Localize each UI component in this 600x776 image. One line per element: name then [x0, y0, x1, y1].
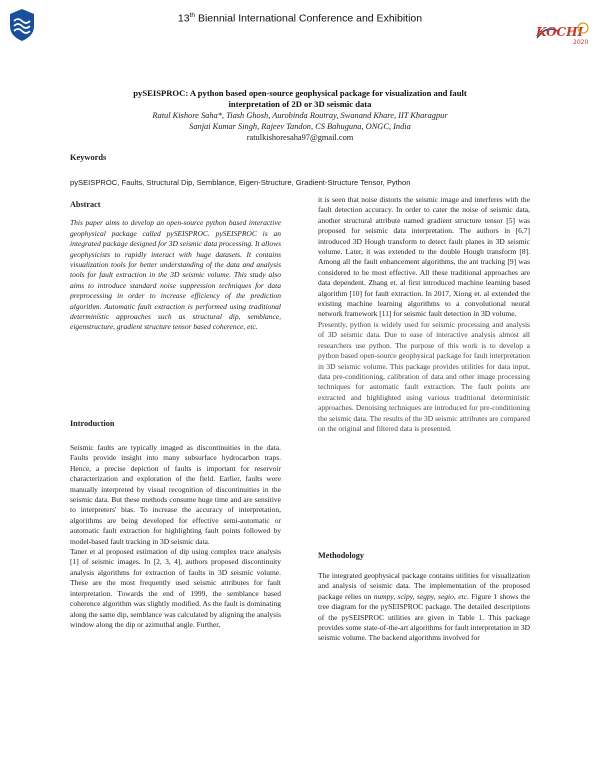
abstract-heading: Abstract: [70, 200, 101, 209]
logo-right-text: KOCHI: [536, 25, 584, 39]
authors-line-2: Sanjai Kumar Singh, Rajeev Tandon, CS Bahuguna, ONGC, India: [189, 122, 411, 131]
introduction-section: [70, 419, 281, 429]
logo-right-year: 2020: [573, 39, 589, 46]
abstract-text: This paper aims to develop an open-source python based interactive geophysical package called pySEISPROC. pySEISPROC is an integrated package designed for 3D seismic data processing. It allows geophysicists to rapidly interact with huge datasets. It contains visualization tools for better understanding of the data and analysis tools for fault extraction in the 3D seismic volume. This study also aims to introduce standard noise suppression techniques for data preprocessing in order to increase efficiency of the prediction algorithm. Automatic fault extraction is performed using traditional deterministic approaches such as structural dip, semblance, eigenstructure, gradient structure tensor based coherence, etc.: [70, 218, 281, 332]
paper-title: [80, 88, 520, 109]
methodology-section: [318, 551, 530, 561]
keywords-text: pySEISPROC, Faults, Structural Dip, Semblance, Eigen-Structure, Gradient-Structure Tensor, Python: [70, 178, 411, 187]
title-line-1: pySEISPROC: A python based open-source geophysical package for visualization and fault: [133, 88, 467, 98]
methodology-text-start: The integrated geophysical package contains utilities for visualization and analysis of seismic data. The implementation of the proposed package relies on: [318, 571, 530, 601]
right-column: [318, 195, 530, 434]
introduction-body: [70, 443, 281, 630]
methodology-text-end: . Figure 1 shows the tree diagram for the pySEISPROC package. The detailed descriptions of the pySEISPROC utilities are given in Table 1. This package provides some state-of-the-art algorithms for fault interpretation in 3D seismic volume. The backend algorithms involved for: [318, 591, 530, 643]
keywords-heading: Keywords: [70, 153, 107, 162]
author-block: [60, 110, 540, 143]
methodology-body: [318, 571, 530, 644]
introduction-paragraph-2: Taner et al proposed estimation of dip using complex trace analysis [1] of seismic images. In [2, 3, 4], authors proposed discontinuity analysis algorithms for extraction of faults in 3D seismic volume. These are the most frequently used seismic attributes for fault interpretation. Towards the end of 1999, the semblance based coherence algorithm was slightly modified. As the fault is dominating along the same dip, semblance was calculated by aligning the analysis window along the dip or azimuthal angle. Further,: [70, 547, 281, 629]
authors-line-1: Ratul Kishore Saha*, Tiash Ghosh, Aurobinda Routray, Swanand Khare, IIT Kharagpur: [152, 111, 448, 120]
conference-ordinal: 13: [177, 12, 190, 25]
methodology-libraries: numpy, scipy, segpy, segio, etc: [373, 591, 467, 601]
introduction-paragraph-1: Seismic faults are typically imaged as discontinuities in the data. Faults provide insight into many subsurface hydrocarbon traps. Hence, a precise depiction of faults is important for reservoir characterization and exploration of the field. Earlier, faults were manually interpreted by visual recognition of discontinuities in the seismic data. But these methods consume huge time and are sensitive to interpreters' bias. To increase the accuracy of interpretation, algorithms are being developed for effective semi-automatic or automatic fault extraction for highlighting fault points followed by model-based fault tracking in 3D seismic data.: [70, 443, 281, 546]
introduction-heading: Introduction: [70, 419, 115, 428]
conference-name: Biennial International Conference and Exhibition: [197, 12, 423, 25]
conference-ordinal-suffix: th: [189, 12, 196, 19]
right-paragraph-1: it is seen that noise distorts the seismic image and interferes with the fault detection accuracy. In order to cater the noise of seismic data, another structural attribute named gradient structure tensor [5] was proposed for seismic data interpretation. The authors in [6,7] introduced 3D Hough transform to detect fault planes in 3D seismic volume. Later, it was extended to the double Hough transform [8]. Among all the fault enhancement algorithms, the ant tracking [9] was considered to be most effective. All these traditional approaches are data dependent. Zhang et. al first introduced machine learning based algorithm [10] for fault extraction. In 2017, Xiong et. al extended the existing machine learning algorithms to a convolutional neural network framework [11] for seismic fault detection in 3D volume.: [318, 195, 530, 319]
methodology-paragraph: [318, 571, 530, 644]
methodology-heading: Methodology: [318, 551, 364, 560]
title-line-2: interpretation of 2D or 3D seismic data: [228, 98, 372, 109]
kochi-logo: [533, 16, 593, 46]
left-column: [70, 200, 281, 333]
author-email: ratulkishoresaha97@gmail.com: [246, 133, 354, 142]
conference-title: [0, 12, 600, 25]
right-paragraph-2: Presently, python is widely used for seismic processing and analysis of 3D seismic data. Due to ease of interactive analysis almost all researchers use python. The purpose of this work is to develop a python based open-source geophysical package for fault interpretation in 3D seismic volume. This package provides utilities for data input, data pre-conditioning, calibration of data and other image processing techniques for automatic fault extraction. The fault points are extracted and highlighted using various traditional deterministic approaches. Denoising techniques are introduced for pre-conditioning the seismic data. The results of the 3D seismic attributes are compared on the original and filtered data is presented.: [318, 319, 530, 433]
